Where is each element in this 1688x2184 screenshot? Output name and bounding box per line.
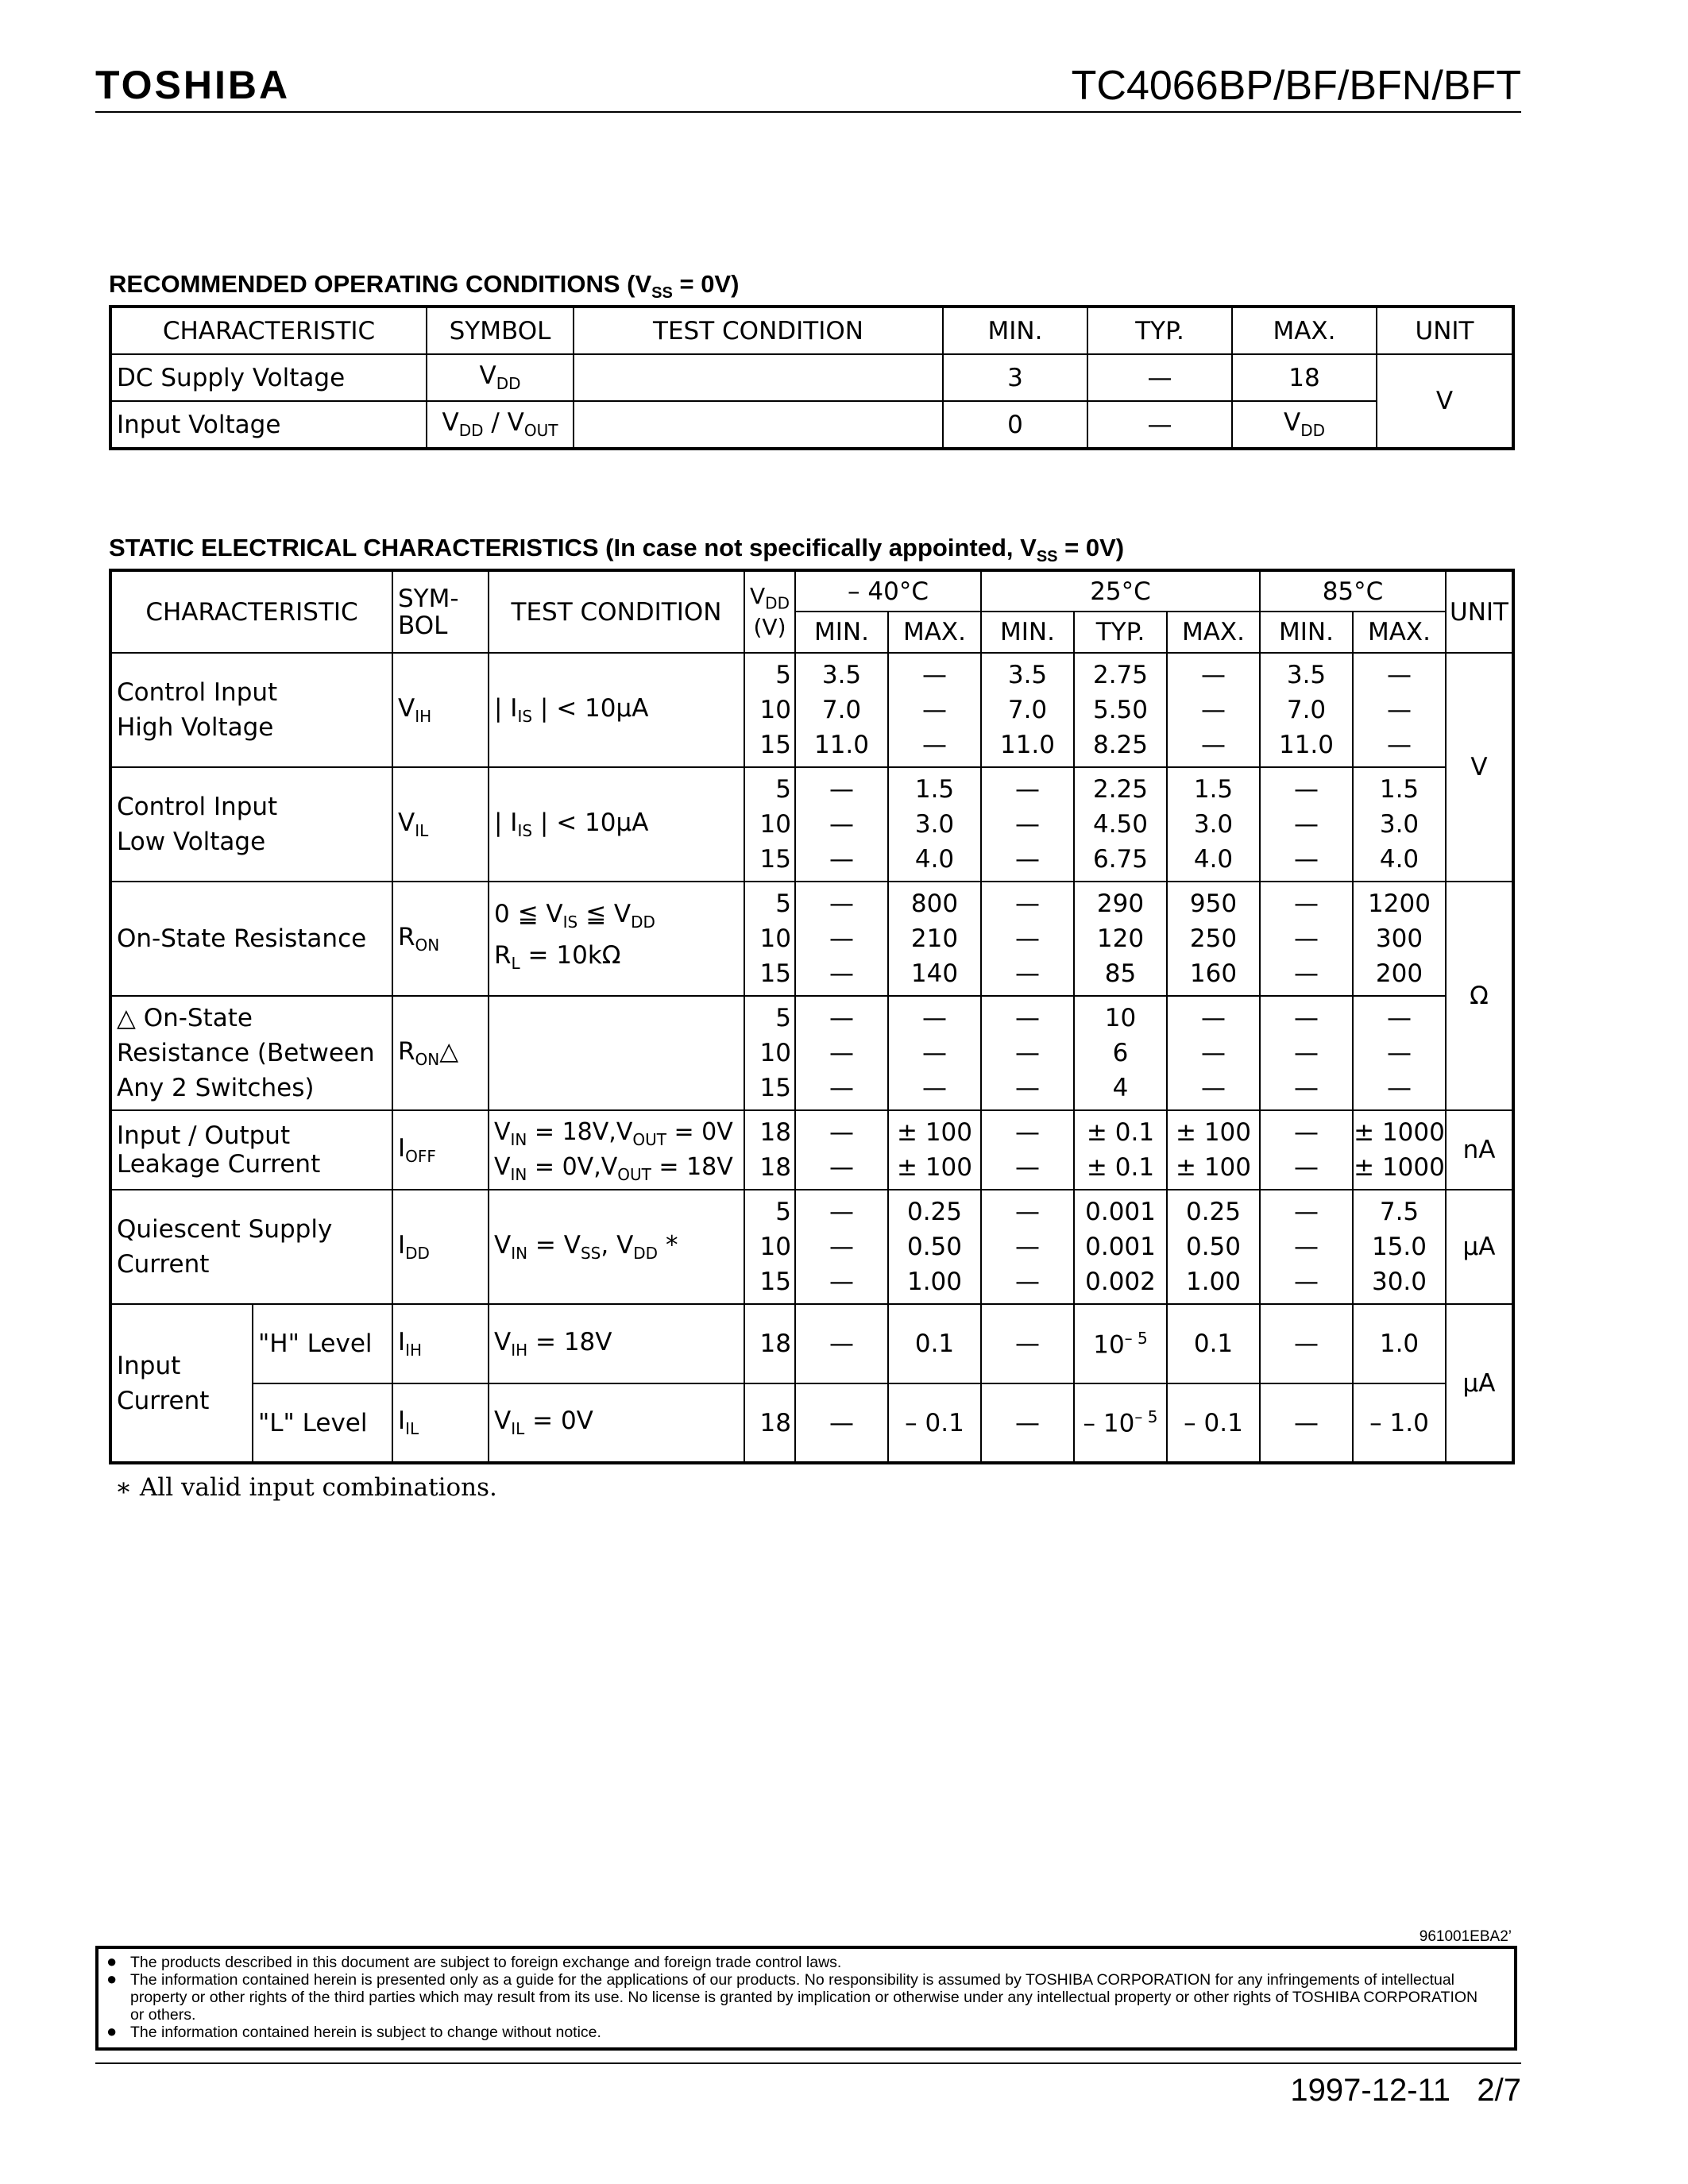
cell-vdd: 5 10 15 [744, 996, 795, 1110]
cell-min: 3 [943, 354, 1087, 401]
hdr-max: MAX. [1353, 612, 1446, 653]
footer-rule [95, 2062, 1521, 2064]
table-row [110, 653, 1513, 767]
hdr-vdd: $V_{DD}$ (V) [744, 570, 795, 653]
cell-25-min: — — — [981, 882, 1074, 996]
cell-85-max: — — — [1353, 996, 1446, 1110]
cell-25-min: — — — [981, 767, 1074, 882]
cell-max: 18 [1232, 354, 1377, 401]
col-typ: TYP. [1087, 307, 1232, 354]
cell-85-min: — — — [1260, 1190, 1353, 1304]
cell-m40-min: — [795, 1304, 888, 1383]
cell-char: Control Input High Voltage [110, 653, 392, 767]
cell-m40-min: — — — [795, 996, 888, 1110]
cell-symbol: $V_{DD} / V_{OUT}$ [427, 401, 574, 449]
cell-25-min: 3.5 7.0 11.0 [981, 653, 1074, 767]
cell-symbol: $R_{ON}$ [392, 882, 489, 996]
cell-85-max: 1200 300 200 [1353, 882, 1446, 996]
cell-m40-max: 0.25 0.50 1.00 [888, 1190, 981, 1304]
footer-date-page [1290, 2073, 1521, 2109]
hdr-min: MIN. [981, 612, 1074, 653]
footer-date: 1997-12-11 [1290, 2073, 1451, 2108]
cell-m40-max: 1.5 3.0 4.0 [888, 767, 981, 882]
sec-title: STATIC ELECTRICAL CHARACTERISTICS (In case not specifically appointed, $V_{SS} = 0V$) [109, 534, 1125, 566]
col-max: MAX. [1232, 307, 1377, 354]
cell-symbol: $V_{IL}$ [392, 767, 489, 882]
sec-header-row-1 [110, 570, 1513, 612]
col-min: MIN. [943, 307, 1087, 354]
cell-85-min: — — — [1260, 996, 1353, 1110]
table-row [110, 1304, 1513, 1383]
cell-85-min: — — — [1260, 882, 1353, 996]
cell-85-min: — [1260, 1383, 1353, 1463]
cell-unit: V [1377, 354, 1513, 449]
cell-symbol: $V_{IH}$ [392, 653, 489, 767]
cell-test [574, 354, 943, 401]
col-characteristic: CHARACTERISTIC [110, 307, 427, 354]
col-symbol: SYMBOL [427, 307, 574, 354]
cell-max: $V_{DD}$ [1232, 401, 1377, 449]
cell-25-typ: – $10^{- 5}$ [1074, 1383, 1167, 1463]
table-row [110, 996, 1513, 1110]
cell-m40-max: — — — [888, 653, 981, 767]
cell-test: | $I_{IS}$ | < 10μA [489, 767, 744, 882]
cell-25-typ: 10 6 4 [1074, 996, 1167, 1110]
cell-symbol: $V_{DD}$ [427, 354, 574, 401]
cell-vdd: 5 10 15 [744, 653, 795, 767]
table-row [110, 1383, 1513, 1463]
cell-25-min: — [981, 1383, 1074, 1463]
cell-m40-max: – 0.1 [888, 1383, 981, 1463]
cell-m40-max: 0.1 [888, 1304, 981, 1383]
col-test-condition: TEST CONDITION [574, 307, 943, 354]
cell-char: Input Current [110, 1304, 253, 1463]
hdr-min: MIN. [795, 612, 888, 653]
cell-85-max: 7.5 15.0 30.0 [1353, 1190, 1446, 1304]
footnote: ∗ All valid input combinations. [115, 1473, 497, 1502]
hdr-temp-25: 25°C [981, 570, 1260, 612]
cell-25-typ: $10^{- 5}$ [1074, 1304, 1167, 1383]
brand-logo-text: TOSHIBA [95, 63, 291, 107]
cell-vdd: 18 18 [744, 1110, 795, 1190]
cell-m40-max: ± 100 ± 100 [888, 1110, 981, 1190]
cell-vdd: 18 [744, 1304, 795, 1383]
table-row [110, 1190, 1513, 1304]
cell-25-max: 0.1 [1167, 1304, 1260, 1383]
roc-header-row [110, 307, 1513, 354]
cell-unit: Ω [1446, 882, 1513, 1110]
roc-title: RECOMMENDED OPERATING CONDITIONS $(V_{SS} = 0V)$ [109, 270, 740, 303]
cell-test: 0 ≦ $V_{IS}$ ≦ $V_{DD}$ $R_L = 10k\Omega$ [489, 882, 744, 996]
cell-m40-max: — — — [888, 996, 981, 1110]
cell-25-min: — — — [981, 1190, 1074, 1304]
cell-m40-min: — — [795, 1110, 888, 1190]
cell-char: On-State Resistance [110, 882, 392, 996]
cell-symbol: $R_{ON}\triangle$ [392, 996, 489, 1110]
cell-85-max: 1.5 3.0 4.0 [1353, 767, 1446, 882]
hdr-max: MAX. [888, 612, 981, 653]
cell-vdd: 5 10 15 [744, 1190, 795, 1304]
cell-m40-max: 800 210 140 [888, 882, 981, 996]
part-number: TC4066BP/BF/BFN/BFT [1071, 63, 1521, 109]
header-rule [95, 111, 1521, 113]
cell-85-max: 1.0 [1353, 1304, 1446, 1383]
cell-symbol: $I_{IL}$ [392, 1383, 489, 1463]
cell-symbol: $I_{IH}$ [392, 1304, 489, 1383]
sec-table [109, 569, 1515, 1464]
cell-typ: — [1087, 401, 1232, 449]
cell-m40-min: — — — [795, 767, 888, 882]
hdr-symbol: SYM- BOL [392, 570, 489, 653]
document-number: 961001EBA2’ [1419, 1928, 1512, 1945]
cell-level: "L" Level [253, 1383, 392, 1463]
cell-m40-min: — [795, 1383, 888, 1463]
disclaimer-item: ● The information contained herein is subject to change without notice. [130, 2024, 1495, 2041]
cell-test: | $I_{IS}$ | < 10μA [489, 653, 744, 767]
cell-level: "H" Level [253, 1304, 392, 1383]
hdr-max: MAX. [1167, 612, 1260, 653]
cell-85-max: – 1.0 [1353, 1383, 1446, 1463]
page-number: 2/7 [1477, 2073, 1521, 2108]
cell-test: $V_{IN} = 18V,V_{OUT} = 0V$ $V_{IN} = 0V,V_{OUT} = 18V$ [489, 1110, 744, 1190]
cell-85-min: 3.5 7.0 11.0 [1260, 653, 1353, 767]
hdr-typ: TYP. [1074, 612, 1167, 653]
hdr-unit: UNIT [1446, 570, 1513, 653]
hdr-temp-minus40: – 40°C [795, 570, 981, 612]
cell-25-typ: 290 120 85 [1074, 882, 1167, 996]
cell-25-min: — — — [981, 996, 1074, 1110]
cell-25-max: ± 100 ± 100 [1167, 1110, 1260, 1190]
hdr-test-condition: TEST CONDITION [489, 570, 744, 653]
cell-char: Input Voltage [110, 401, 427, 449]
cell-85-max: — — — [1353, 653, 1446, 767]
table-row [110, 401, 1513, 449]
cell-25-max: 1.5 3.0 4.0 [1167, 767, 1260, 882]
hdr-temp-85: 85°C [1260, 570, 1446, 612]
cell-min: 0 [943, 401, 1087, 449]
cell-unit: μA [1446, 1304, 1513, 1463]
cell-25-min: — — [981, 1110, 1074, 1190]
cell-unit: μA [1446, 1190, 1513, 1304]
col-unit: UNIT [1377, 307, 1513, 354]
table-row [110, 767, 1513, 882]
cell-25-typ: 2.75 5.50 8.25 [1074, 653, 1167, 767]
cell-char: DC Supply Voltage [110, 354, 427, 401]
disclaimer-box [95, 1946, 1517, 2051]
cell-unit: nA [1446, 1110, 1513, 1190]
cell-25-min: — [981, 1304, 1074, 1383]
cell-25-typ: 0.001 0.001 0.002 [1074, 1190, 1167, 1304]
cell-typ: — [1087, 354, 1232, 401]
cell-25-max: – 0.1 [1167, 1383, 1260, 1463]
cell-m40-min: — — — [795, 882, 888, 996]
cell-vdd: 18 [744, 1383, 795, 1463]
cell-85-min: — — — [1260, 767, 1353, 882]
cell-vdd: 5 10 15 [744, 767, 795, 882]
disclaimer-item: ● The information contained herein is presented only as a guide for the applications of our products. No responsibility is assumed by TOSHIBA CORPORATION for any infringements of intellectual property or other rights of the third parties which may result from its use. No license is granted by implication or otherwise under any intellectual property or other rights of TOSHIBA CORPORATION or others. [130, 1971, 1495, 2024]
table-row [110, 1110, 1513, 1190]
cell-m40-min: — — — [795, 1190, 888, 1304]
table-row [110, 354, 1513, 401]
roc-table [109, 305, 1515, 450]
cell-test: $V_{IN} = V_{SS}$, $V_{DD}$ * [489, 1190, 744, 1304]
cell-85-max: ± 1000 ± 1000 [1353, 1110, 1446, 1190]
cell-test: $V_{IL} = 0V$ [489, 1383, 744, 1463]
cell-vdd: 5 10 15 [744, 882, 795, 996]
cell-m40-min: 3.5 7.0 11.0 [795, 653, 888, 767]
cell-test [574, 401, 943, 449]
cell-symbol: $I_{OFF}$ [392, 1110, 489, 1190]
cell-25-max: 950 250 160 [1167, 882, 1260, 996]
cell-25-typ: ± 0.1 ± 0.1 [1074, 1110, 1167, 1190]
cell-25-max: — — — [1167, 996, 1260, 1110]
cell-unit: V [1446, 653, 1513, 882]
cell-25-max: 0.25 0.50 1.00 [1167, 1190, 1260, 1304]
hdr-min: MIN. [1260, 612, 1353, 653]
cell-test: $V_{IH} = 18V$ [489, 1304, 744, 1383]
disclaimer-item: ● The products described in this document are subject to foreign exchange and foreign trade control laws. [130, 1954, 1495, 1971]
cell-25-typ: 2.25 4.50 6.75 [1074, 767, 1167, 882]
cell-test [489, 996, 744, 1110]
table-row [110, 882, 1513, 996]
cell-25-max: — — — [1167, 653, 1260, 767]
cell-char: Control Input Low Voltage [110, 767, 392, 882]
cell-char: △ On-State Resistance (Between Any 2 Switches) [110, 996, 392, 1110]
cell-char: Input / Output Leakage Current [110, 1110, 392, 1190]
hdr-characteristic: CHARACTERISTIC [110, 570, 392, 653]
cell-char: Quiescent Supply Current [110, 1190, 392, 1304]
cell-85-min: — — [1260, 1110, 1353, 1190]
cell-85-min: — [1260, 1304, 1353, 1383]
cell-symbol: $I_{DD}$ [392, 1190, 489, 1304]
